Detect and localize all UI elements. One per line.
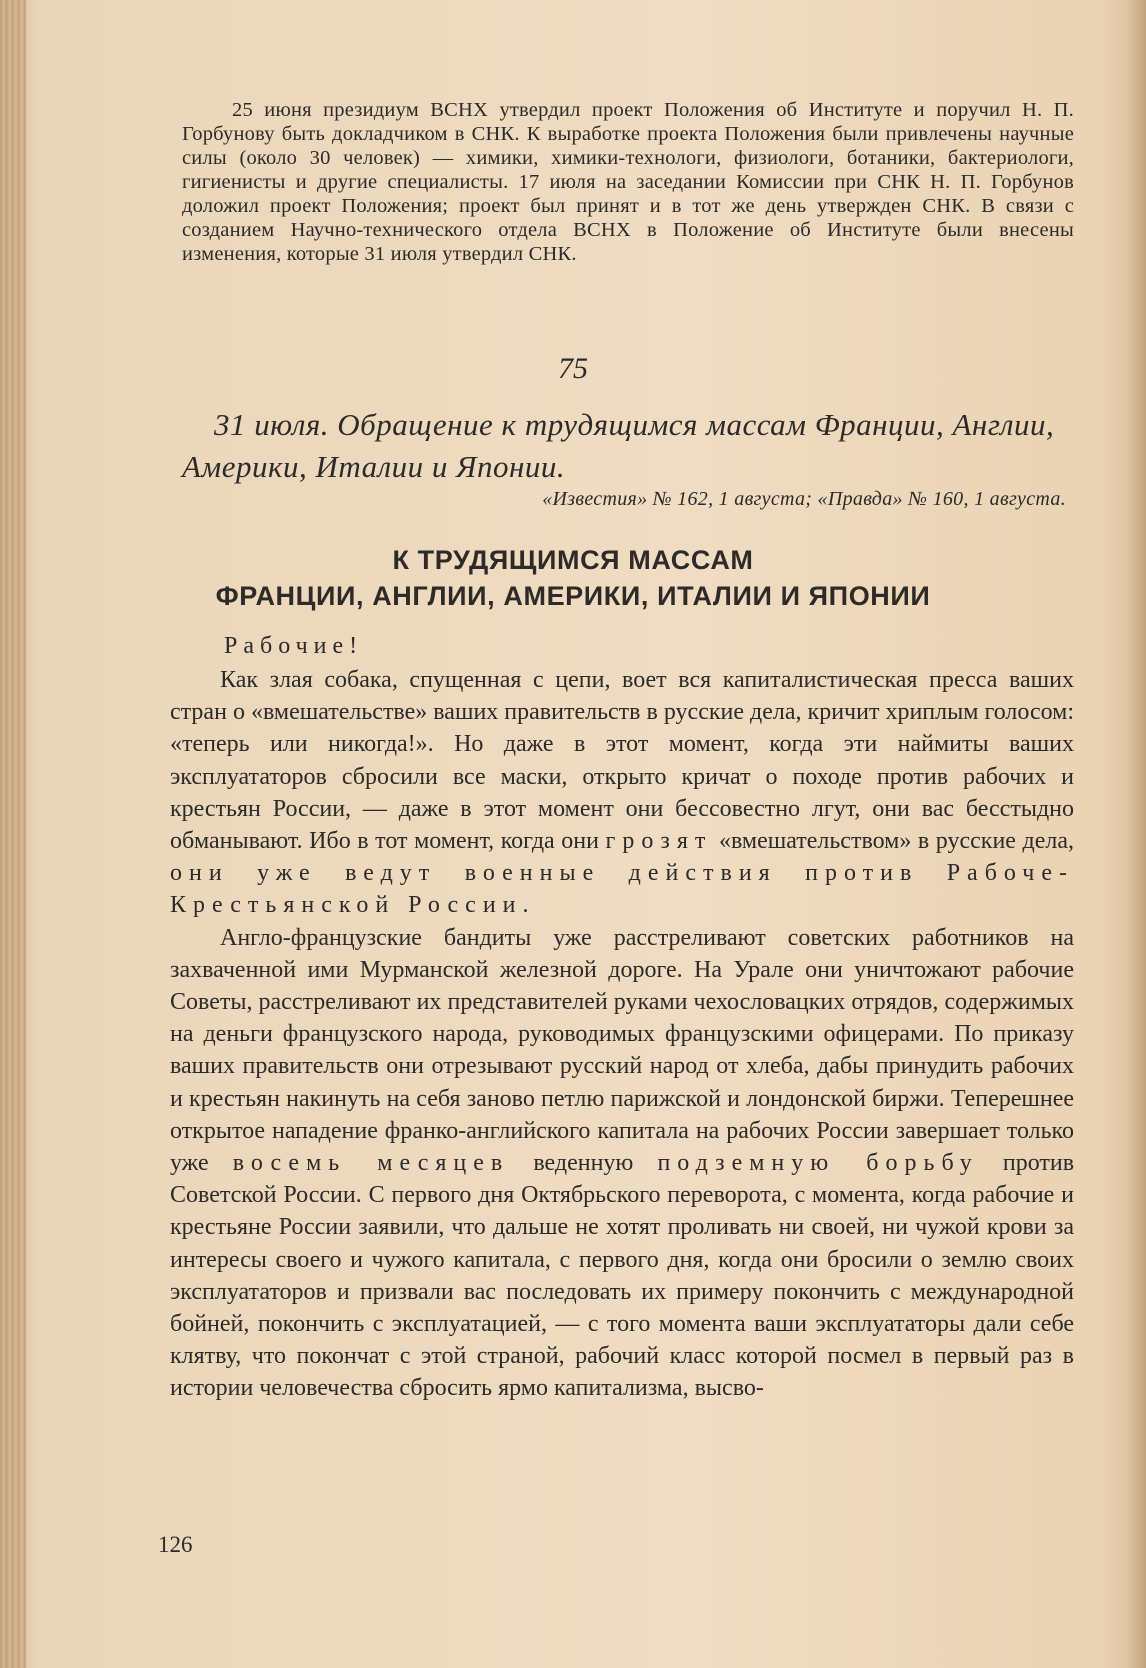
paragraph-1-emphasis-b: они уже ведут военные действия против Рабоче-Крестьянской России. bbox=[170, 860, 1074, 919]
paragraph-1-text-b: «вмешательством» в русские дела, bbox=[718, 828, 1075, 855]
paragraph-1-text-a: Как злая собака, спущенная с цепи, воет вся капиталистическая пресса ваших стран о «вмешательстве» ваших правительств в русские дела, кричит хриплым голосом: «теперь или никогда!». Но даже в этот момент, когда эти наймиты ваших эксплуататоров сбросили все маски, открыто кричат о походе против рабочих и крестьян России, — даже в этот момент они бессовестно лгут, они вас бесстыдно обманывают. Ибо в тот момент, когда они bbox=[170, 667, 1074, 855]
appeal-heading bbox=[0, 542, 1146, 614]
appeal-body bbox=[170, 664, 1074, 1405]
appeal-heading-line-2: ФРАНЦИИ, АНГЛИИ, АМЕРИКИ, ИТАЛИИ И ЯПОНИИ bbox=[215, 581, 931, 611]
document-title: 31 июля. Обращение к трудящимся массам Франции, Англии, Америки, Италии и Японии. bbox=[182, 407, 1055, 484]
book-binding bbox=[0, 0, 26, 1668]
salutation: Рабочие! bbox=[224, 633, 364, 659]
paragraph-1 bbox=[170, 664, 1074, 922]
intro-note: 25 июня президиум ВСНХ утвердил проект Положения об Институте и поручил Н. П. Горбунову быть докладчиком в СНК. К выработке проекта Положения были привлечены научные силы (около 30 человек) — химики, химики-технологи, физиологи, ботаники, бактериологи, гигиенисты и другие специалисты. 17 июля на заседании Комиссии при СНК Н. П. Горбунов доложил проект Положения; проект был принят и в тот же день утвержден СНК. В связи с созданием Научно-технического отдела ВСНХ в Положение об Институте были внесены изменения, которые 31 июля утвердил СНК. bbox=[182, 99, 1074, 265]
document-number: 75 bbox=[558, 352, 588, 385]
paragraph-1-emphasis-a: грозят bbox=[605, 828, 713, 855]
page-edge-shadow bbox=[1128, 0, 1146, 1668]
paragraph-2 bbox=[170, 922, 1074, 1405]
paragraph-2-emphasis-a: восемь месяцев bbox=[232, 1150, 510, 1177]
paragraph-2-emphasis-b: подземную борьбу bbox=[657, 1150, 979, 1177]
paragraph-2-text-c: против Советской России. С первого дня Октябрьского переворота, с момента, когда рабочие и крестьяне России заявили, что дальше не хотят проливать ни своей, ни чужой крови за интересы своего и чужого капитала, с первого дня, когда они бросили о землю своих эксплуататоров и призвали вас последовать их примеру покончить с международной бойней, покончить с эксплуатацией, — с того момента ваши эксплуататоры дали себе клятву, что покончат с этой страной, рабочий класс которой посмел в первый раз в истории человечества сбросить ярмо капитализма, высво- bbox=[170, 1150, 1075, 1402]
paragraph-2-text-a: Англо-французские бандиты уже расстреливают советских работников на захваченной ими Мурманской железной дороге. На Урале они уничтожают рабочие Советы, расстреливают их представителей руками чехословацких отрядов, содержимых на деньги французского народа, руководимых французскими офицерами. По приказу ваших правительств они отрезывают русский народ от хлеба, дабы принудить рабочих и крестьян накинуть на себя заново петлю парижской и лондонской биржи. Теперешнее открытое нападение франко-английского капитала на рабочих России завершает только уже bbox=[170, 924, 1074, 1177]
page-number: 126 bbox=[158, 1532, 193, 1557]
paragraph-2-text-b: веденную bbox=[533, 1150, 634, 1177]
appeal-heading-line-1: К ТРУДЯЩИМСЯ МАССАМ bbox=[392, 545, 754, 575]
document-source: «Известия» № 162, 1 августа; «Правда» № 160, 1 августа. bbox=[542, 488, 1066, 510]
